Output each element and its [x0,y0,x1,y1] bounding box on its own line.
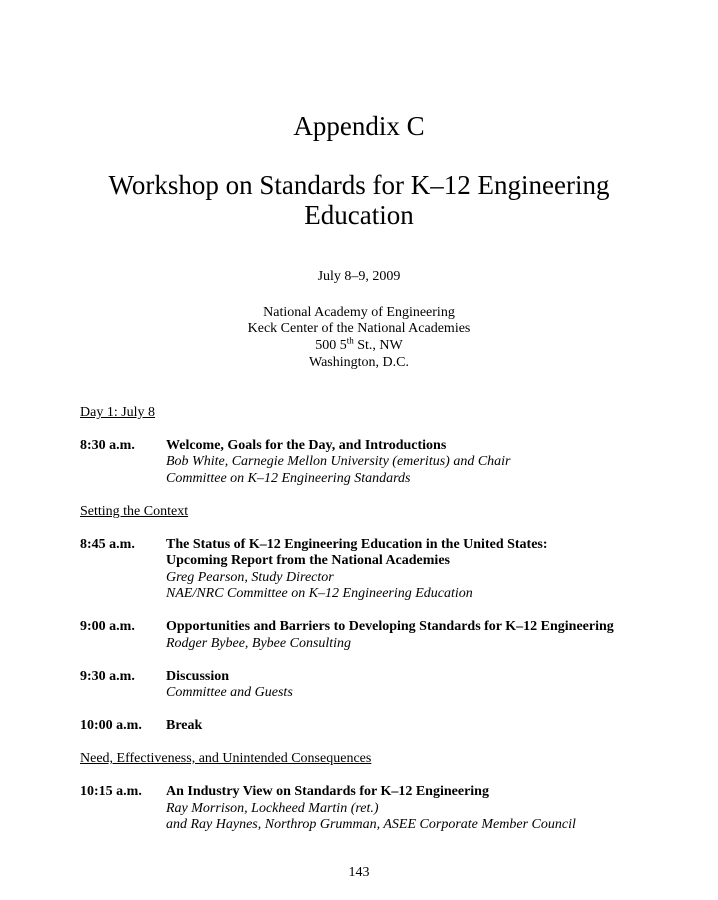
day-heading: Day 1: July 8 [80,405,156,420]
address-street: St., NW [353,338,403,353]
venue-line-1: National Academy of Engineering [263,305,455,320]
address-line [0,337,718,354]
address-superscript: th [346,335,354,346]
page-title-line-2: Education [304,200,414,230]
section-heading-setting-context: Setting the Context [80,504,189,519]
page-number: 143 [348,865,370,880]
agenda-detail: Rodger Bybee, Bybee Consulting [166,636,352,651]
agenda-time: 8:30 a.m. [80,438,135,453]
agenda-detail: Committee and Guests [166,685,293,700]
agenda-detail: NAE/NRC Committee on K–12 Engineering Education [166,586,473,601]
agenda-title: The Status of K–12 Engineering Education in the United States: [166,537,548,552]
agenda-time: 9:30 a.m. [80,669,135,684]
agenda-title: Upcoming Report from the National Academies [166,553,450,568]
venue-line-2: Keck Center of the National Academies [247,321,471,336]
agenda-detail: Ray Morrison, Lockheed Martin (ret.) [166,801,379,816]
agenda-title: Break [166,718,203,733]
meeting-date: July 8–9, 2009 [317,269,401,284]
agenda-time: 10:15 a.m. [80,784,142,799]
city-line: Washington, D.C. [309,355,409,370]
agenda-time: 9:00 a.m. [80,619,135,634]
agenda-title: Opportunities and Barriers to Developing Standards for K–12 Engineering [166,619,614,634]
appendix-label: Appendix C [293,111,425,141]
agenda-detail: and Ray Haynes, Northrop Grumman, ASEE Corporate Member Council [166,817,576,832]
address-number: 500 5 [315,338,347,353]
agenda-detail: Greg Pearson, Study Director [166,570,334,585]
page-title-line-1: Workshop on Standards for K–12 Engineering [108,170,610,200]
agenda-title: Welcome, Goals for the Day, and Introductions [166,438,447,453]
agenda-detail: Committee on K–12 Engineering Standards [166,471,411,486]
section-heading-need-effectiveness: Need, Effectiveness, and Unintended Consequences [80,751,372,766]
agenda-title: An Industry View on Standards for K–12 Engineering [166,784,489,799]
agenda-title: Discussion [166,669,230,684]
agenda-time: 8:45 a.m. [80,537,135,552]
agenda-time: 10:00 a.m. [80,718,142,733]
agenda-detail: Bob White, Carnegie Mellon University (emeritus) and Chair [166,454,511,469]
